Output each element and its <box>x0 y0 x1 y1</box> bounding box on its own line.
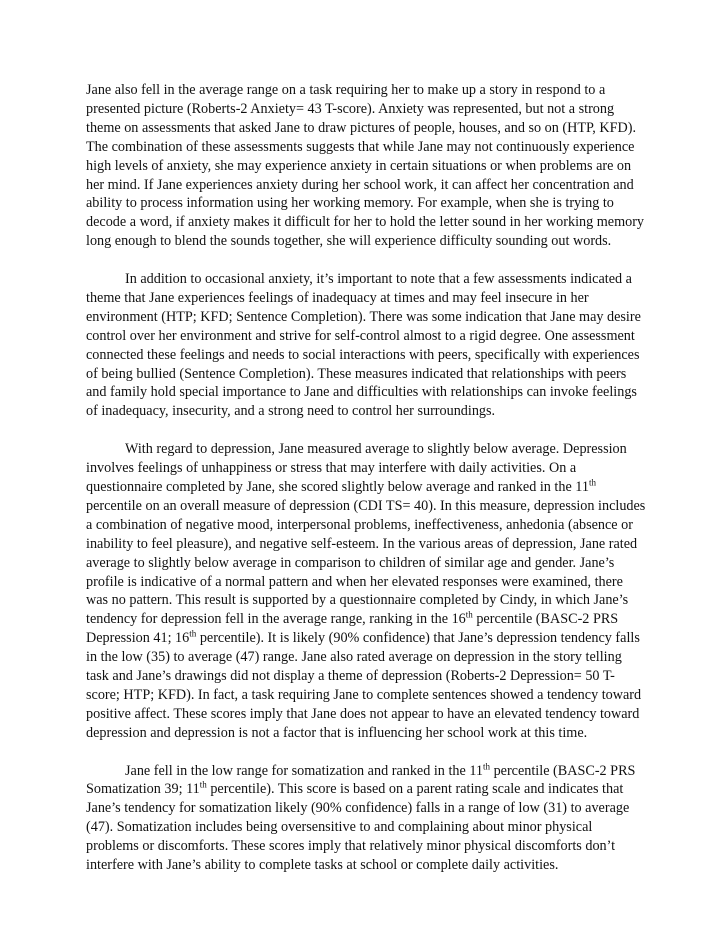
paragraph-text: Jane also fell in the average range on a task requiring her to make up a story in respond to a presented picture (Roberts-2 Anxiety= 43 T-score). Anxiety was represented, but not a strong theme on assessments that asked Jane to draw pictures of people, houses, and so on (HTP, KFD). The combination of these assessments suggests that while Jane may not continuously experience high levels of anxiety, she may experience anxiety in certain situations or when problems are on her mind. If Jane experiences anxiety during her school work, it can affect her concentration and ability to process information using her working memory. For example, when she is trying to decode a word, if anxiety makes it difficult for her to hold the letter sound in her working memory long enough to blend the sounds together, she will experience difficulty sounding out words. <box>86 82 645 250</box>
ordinal-suffix: th <box>465 609 473 620</box>
paragraph-text: percentile). It is likely (90% confidence) that Jane’s depression tendency falls in the low (35) to average (47) range. Jane also rated average on depression in the story telling task and Jane’s drawings did not display a theme of depression (Roberts-2 Depression= 50 T-score; HTP; KFD). In fact, a task requiring Jane to complete sentences showed a tendency toward positive affect. These scores imply that Jane does not appear to have an elevated tendency toward depression and depression is not a factor that is influencing her school work at this time. <box>86 630 642 741</box>
paragraph-text: In addition to occasional anxiety, it’s important to note that a few assessments indicated a theme that Jane experiences feelings of inadequacy at times and may feel insecure in her environment (HTP; KFD; Sentence Completion). There was some indication that Jane may desire control over her environment and strive for self-control almost to a rigid degree. One assessment connected these feelings and needs to social interactions with peers, specifically with experiences of being bullied (Sentence Completion). These measures indicated that relationships with peers and family hold special importance to Jane and difficulties with relationships can invoke feelings of inadequacy, insecurity, and a strong need to control her surroundings. <box>86 271 641 420</box>
paragraph-text: With regard to depression, Jane measured average to slightly below average. Depression involves feelings of unhappiness or stress that may interfere with daily activities. On a questionnaire completed by Jane, she scored slightly below average and ranked in the 11 <box>86 441 627 495</box>
paragraph-text: percentile (BASC-2 PRS Somatization 39; 11 <box>86 762 636 798</box>
paragraph-depression <box>86 440 648 743</box>
paragraph-text: percentile). This score is based on a parent rating scale and indicates that Jane’s tendency for somatization likely (90% confidence) falls in a range of low (31) to average (47). Somatization includes being oversensitive to and complaining about minor physical problems or discomforts. These scores imply that relatively minor physical discomforts don’t interfere with Jane’s ability to complete tasks at school or complete daily activities. <box>86 781 630 874</box>
paragraph-text: Jane fell in the low range for somatization and ranked in the 11 <box>125 762 483 779</box>
paragraph-text: percentile on an overall measure of depression (CDI TS= 40). In this measure, depression includes a combination of negative mood, interpersonal problems, ineffectiveness, anhedonia (absence or inability to feel pleasure), and negative self-esteem. In the various areas of depression, Jane rated average to slightly below average in comparison to children of similar age and gender. Jane’s profile is indicative of a normal pattern and when her elevated responses were examined, there was no pattern. This result is supported by a questionnaire completed by Cindy, in which Jane’s tendency for depression fell in the average range, ranking in the 16 <box>86 497 646 628</box>
ordinal-suffix: th <box>588 477 596 488</box>
paragraph-anxiety <box>86 81 648 251</box>
paragraph-text: percentile (BASC-2 PRS Depression 41; 16 <box>86 611 619 647</box>
ordinal-suffix: th <box>199 779 207 790</box>
paragraph-somatization <box>86 762 648 875</box>
paragraph-inadequacy <box>86 270 648 421</box>
ordinal-suffix: th <box>189 628 197 639</box>
ordinal-suffix: th <box>483 760 491 771</box>
document-body <box>86 81 648 875</box>
